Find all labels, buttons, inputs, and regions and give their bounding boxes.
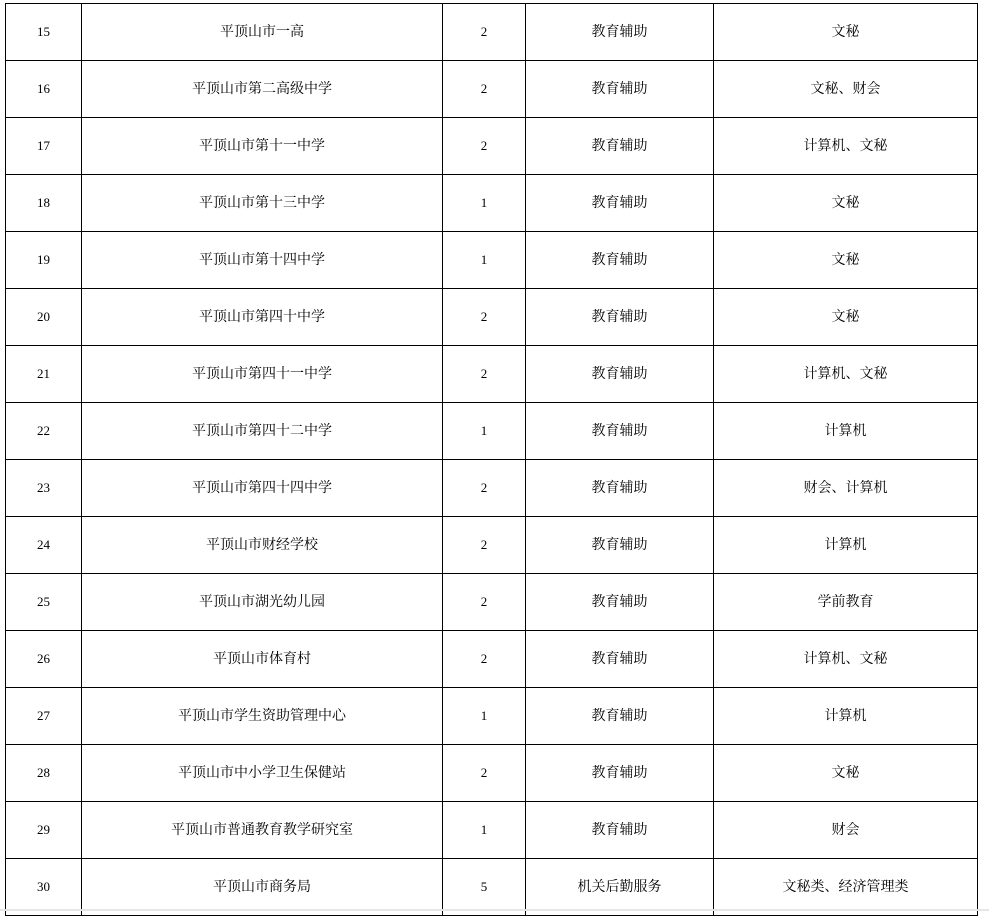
unit-name-cell: 平顶山市第二高级中学	[82, 61, 443, 118]
major-requirement-cell: 文秘	[714, 4, 978, 61]
row-index-cell: 15	[6, 4, 82, 61]
position-type-cell: 教育辅助	[526, 517, 714, 574]
row-index-cell: 28	[6, 745, 82, 802]
headcount-cell: 2	[443, 118, 526, 175]
position-type-cell: 教育辅助	[526, 61, 714, 118]
row-index-cell: 24	[6, 517, 82, 574]
table-row	[6, 574, 978, 631]
major-requirement-cell: 计算机	[714, 403, 978, 460]
major-requirement-cell: 计算机	[714, 517, 978, 574]
row-index-cell: 30	[6, 859, 82, 916]
unit-name-cell: 平顶山市第四十中学	[82, 289, 443, 346]
row-index-cell: 19	[6, 232, 82, 289]
headcount-cell: 2	[443, 745, 526, 802]
table-row	[6, 745, 978, 802]
row-index-cell: 21	[6, 346, 82, 403]
position-type-cell: 教育辅助	[526, 802, 714, 859]
position-type-cell: 教育辅助	[526, 631, 714, 688]
table-row	[6, 61, 978, 118]
major-requirement-cell: 计算机、文秘	[714, 118, 978, 175]
table-row	[6, 859, 978, 916]
position-type-cell: 教育辅助	[526, 4, 714, 61]
row-index-cell: 18	[6, 175, 82, 232]
row-index-cell: 23	[6, 460, 82, 517]
row-index-cell: 16	[6, 61, 82, 118]
major-requirement-cell: 文秘	[714, 232, 978, 289]
row-index-cell: 22	[6, 403, 82, 460]
table-row	[6, 688, 978, 745]
major-requirement-cell: 文秘	[714, 289, 978, 346]
row-index-cell: 25	[6, 574, 82, 631]
position-type-cell: 教育辅助	[526, 574, 714, 631]
unit-name-cell: 平顶山市湖光幼儿园	[82, 574, 443, 631]
headcount-cell: 2	[443, 631, 526, 688]
table-body	[6, 4, 978, 916]
major-requirement-cell: 学前教育	[714, 574, 978, 631]
headcount-cell: 2	[443, 289, 526, 346]
headcount-cell: 2	[443, 574, 526, 631]
table-row	[6, 289, 978, 346]
table-row	[6, 517, 978, 574]
unit-name-cell: 平顶山市普通教育教学研究室	[82, 802, 443, 859]
major-requirement-cell: 文秘类、经济管理类	[714, 859, 978, 916]
table-row	[6, 346, 978, 403]
major-requirement-cell: 财会	[714, 802, 978, 859]
table-row	[6, 403, 978, 460]
position-type-cell: 教育辅助	[526, 403, 714, 460]
headcount-cell: 1	[443, 232, 526, 289]
row-index-cell: 27	[6, 688, 82, 745]
row-index-cell: 17	[6, 118, 82, 175]
headcount-cell: 1	[443, 175, 526, 232]
row-index-cell: 20	[6, 289, 82, 346]
position-type-cell: 教育辅助	[526, 175, 714, 232]
table-row	[6, 4, 978, 61]
positions-table	[5, 3, 978, 916]
major-requirement-cell: 计算机	[714, 688, 978, 745]
headcount-cell: 2	[443, 460, 526, 517]
unit-name-cell: 平顶山市第十四中学	[82, 232, 443, 289]
headcount-cell: 1	[443, 802, 526, 859]
table-row	[6, 232, 978, 289]
headcount-cell: 2	[443, 517, 526, 574]
headcount-cell: 2	[443, 346, 526, 403]
position-type-cell: 教育辅助	[526, 232, 714, 289]
table-row	[6, 118, 978, 175]
headcount-cell: 1	[443, 403, 526, 460]
unit-name-cell: 平顶山市第四十一中学	[82, 346, 443, 403]
position-type-cell: 教育辅助	[526, 118, 714, 175]
major-requirement-cell: 文秘、财会	[714, 61, 978, 118]
unit-name-cell: 平顶山市体育村	[82, 631, 443, 688]
table-row	[6, 631, 978, 688]
unit-name-cell: 平顶山市财经学校	[82, 517, 443, 574]
unit-name-cell: 平顶山市一高	[82, 4, 443, 61]
major-requirement-cell: 文秘	[714, 745, 978, 802]
position-type-cell: 教育辅助	[526, 745, 714, 802]
row-index-cell: 29	[6, 802, 82, 859]
headcount-cell: 1	[443, 688, 526, 745]
position-type-cell: 教育辅助	[526, 346, 714, 403]
position-type-cell: 机关后勤服务	[526, 859, 714, 916]
major-requirement-cell: 财会、计算机	[714, 460, 978, 517]
unit-name-cell: 平顶山市商务局	[82, 859, 443, 916]
unit-name-cell: 平顶山市学生资助管理中心	[82, 688, 443, 745]
major-requirement-cell: 计算机、文秘	[714, 631, 978, 688]
row-index-cell: 26	[6, 631, 82, 688]
headcount-cell: 2	[443, 61, 526, 118]
table-row	[6, 460, 978, 517]
major-requirement-cell: 计算机、文秘	[714, 346, 978, 403]
position-type-cell: 教育辅助	[526, 289, 714, 346]
headcount-cell: 5	[443, 859, 526, 916]
table-row	[6, 802, 978, 859]
position-type-cell: 教育辅助	[526, 688, 714, 745]
major-requirement-cell: 文秘	[714, 175, 978, 232]
unit-name-cell: 平顶山市第四十二中学	[82, 403, 443, 460]
unit-name-cell: 平顶山市第四十四中学	[82, 460, 443, 517]
unit-name-cell: 平顶山市第十三中学	[82, 175, 443, 232]
unit-name-cell: 平顶山市中小学卫生保健站	[82, 745, 443, 802]
table-row	[6, 175, 978, 232]
unit-name-cell: 平顶山市第十一中学	[82, 118, 443, 175]
position-type-cell: 教育辅助	[526, 460, 714, 517]
headcount-cell: 2	[443, 4, 526, 61]
